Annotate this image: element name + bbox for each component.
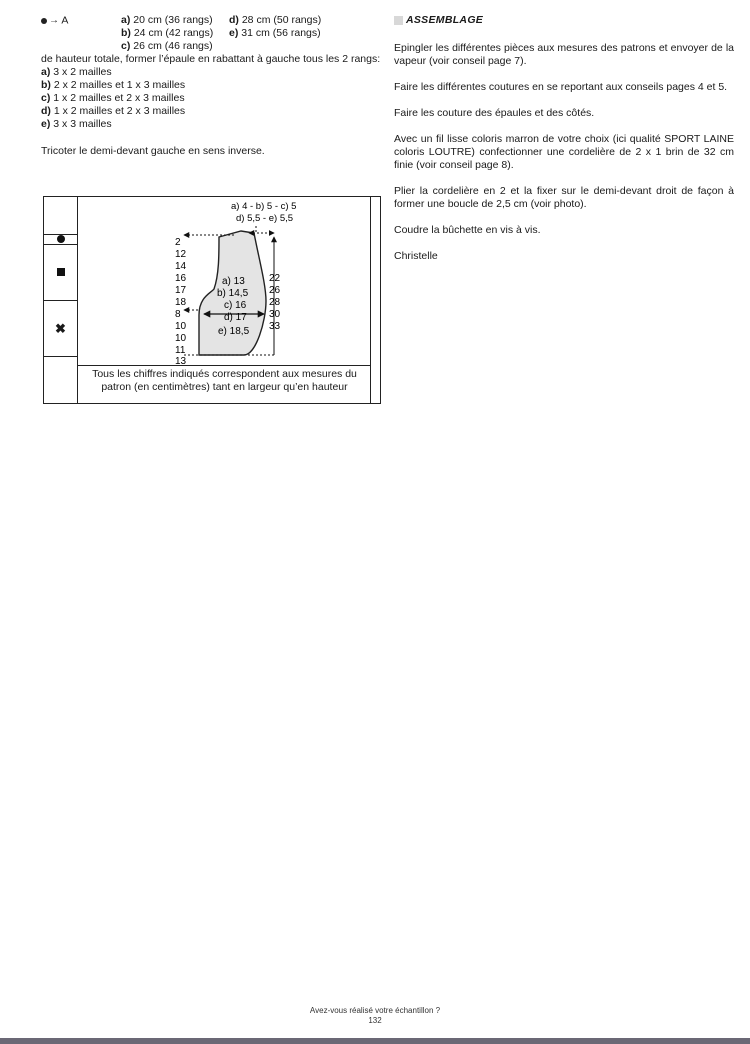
paragraph: Faire les couture des épaules et des côtés. xyxy=(394,107,595,119)
sizes-row-1 xyxy=(41,14,381,27)
size-b: b) 24 cm (42 rangs) xyxy=(121,27,214,40)
left-number: 16 xyxy=(175,273,187,284)
left-number: 2 xyxy=(175,237,181,248)
size-c: c) 26 cm (46 rangs) xyxy=(121,40,213,53)
lead-label: A xyxy=(61,14,69,27)
decrease-item: a) 3 x 2 mailles xyxy=(41,66,112,79)
decrease-item: b) 2 x 2 mailles et 1 x 3 mailles xyxy=(41,79,186,92)
width-label: b) 14,5 xyxy=(217,288,249,299)
decrease-list xyxy=(41,66,381,131)
section-heading xyxy=(394,14,734,27)
right-number: 22 xyxy=(269,273,281,284)
paragraph: Plier la cordelière en 2 et la fixer sur le demi-devant droit de façon à former une boucle de 2,5 cm (voir photo). xyxy=(394,185,734,210)
right-numbers xyxy=(269,273,281,332)
sizes-row-3 xyxy=(41,40,381,53)
paragraph: Coudre la bûchette en vis à vis. xyxy=(394,224,541,236)
left-number: 8 xyxy=(175,309,181,320)
right-number: 33 xyxy=(269,321,281,332)
page-number: 132 xyxy=(368,1016,382,1025)
left-number: 17 xyxy=(175,285,187,296)
heading-text: ASSEMBLAGE xyxy=(406,14,484,26)
lead-marker xyxy=(41,14,121,27)
page-footer xyxy=(0,1006,750,1026)
top-label-2: d) 5,5 - e) 5,5 xyxy=(236,213,294,224)
size-d: d) 28 cm (50 rangs) xyxy=(229,14,322,26)
size-e: e) 31 cm (56 rangs) xyxy=(229,27,321,40)
left-number: 14 xyxy=(175,261,187,272)
reverse-text: Tricoter le demi-devant gauche en sens inverse. xyxy=(41,145,265,158)
width-label: d) 17 xyxy=(224,312,247,323)
decrease-item: d) 1 x 2 mailles et 2 x 3 mailles xyxy=(41,105,186,118)
left-number: 18 xyxy=(175,297,187,308)
decrease-item: e) 3 x 3 mailles xyxy=(41,118,112,131)
sizes-row-2 xyxy=(41,27,381,40)
paragraph: Avec un fil lisse coloris marron de votre choix (ici qualité SPORT LAINE coloris LOUTRE) confectionner une cordelière de 2 x 1 brin de 32 cm finie (voir conseil page 8). xyxy=(394,133,734,171)
pattern-schematic xyxy=(44,197,382,367)
pattern-diagram xyxy=(43,196,381,404)
left-number: 10 xyxy=(175,321,187,332)
top-label-1: a) 4 - b) 5 - c) 5 xyxy=(231,201,297,212)
left-numbers xyxy=(175,237,187,367)
size-a: a) 20 cm (36 rangs) xyxy=(121,14,213,26)
bullet-dot-icon xyxy=(41,18,47,24)
right-column xyxy=(394,14,734,276)
right-number: 28 xyxy=(269,297,281,308)
left-column xyxy=(41,14,381,158)
scan-edge xyxy=(0,1038,750,1044)
arrow-right-icon: → xyxy=(49,15,59,26)
cross-symbol-icon: ✖ xyxy=(55,320,66,336)
left-number: 10 xyxy=(175,333,187,344)
paragraph: Epingler les différentes pièces aux mesures des patrons et envoyer de la vapeur (voir conseil page 7). xyxy=(394,42,734,67)
decrease-item: c) 1 x 2 mailles et 2 x 3 mailles xyxy=(41,92,185,105)
left-number: 11 xyxy=(175,345,186,356)
right-number: 26 xyxy=(269,285,281,296)
signature: Christelle xyxy=(394,250,438,262)
left-number: 13 xyxy=(175,356,187,367)
left-number: 12 xyxy=(175,249,187,260)
width-label: c) 16 xyxy=(224,300,247,311)
heading-square-icon xyxy=(394,16,403,25)
shoulder-text: de hauteur totale, former l’épaule en rabattant à gauche tous les 2 rangs: xyxy=(41,53,381,66)
right-number: 30 xyxy=(269,309,281,320)
footer-question: Avez-vous réalisé votre échantillon ? xyxy=(309,1006,441,1015)
width-label: a) 13 xyxy=(222,276,245,287)
diagram-caption: Tous les chiffres indiqués correspondent aux mesures du patron (en centimètres) tant en largeur qu’en hauteur xyxy=(78,365,371,404)
width-label: e) 18,5 xyxy=(218,326,250,337)
paragraph: Faire les différentes coutures en se reportant aux conseils pages 4 et 5. xyxy=(394,81,728,93)
